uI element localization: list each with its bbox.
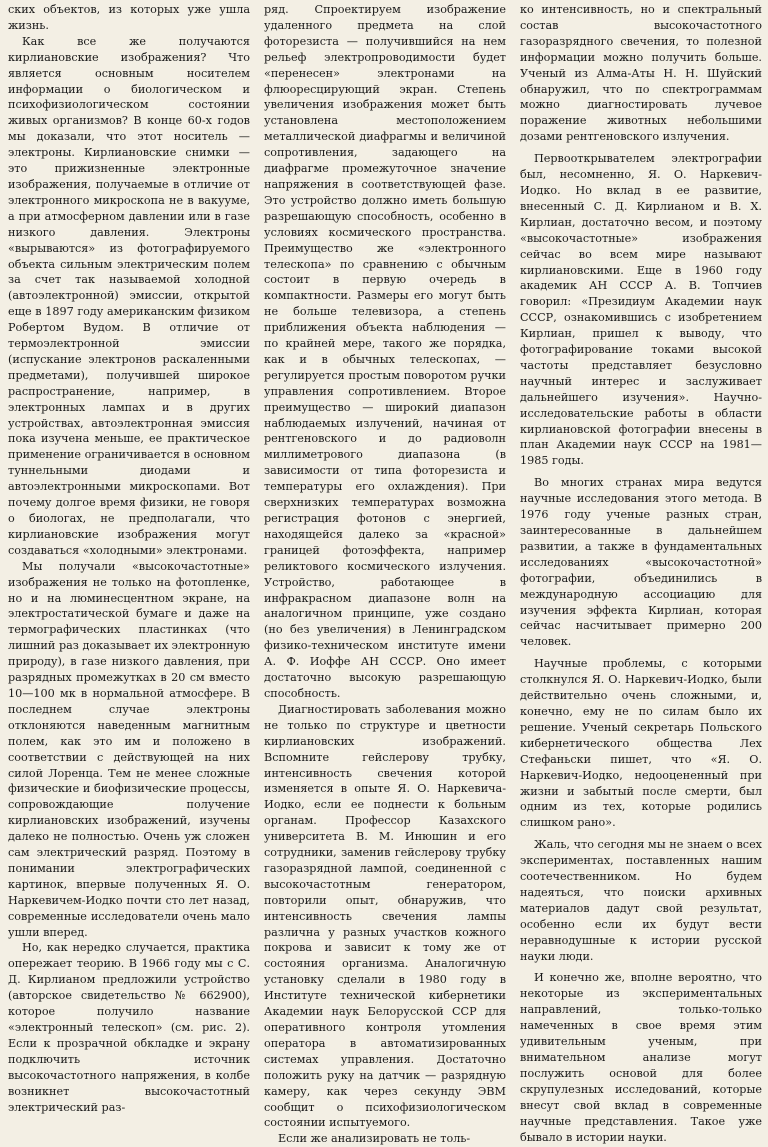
paragraph: Если же анализировать не толь- xyxy=(278,1132,471,1146)
paragraph: И конечно же, вполне вероятно, что некоторые из экспериментальных направлений, только-только намеченных в свое время этим удивительным ученым, при внимательном анализе могут послужить основой для более скрупулезных исследований, которые внесут свой вклад в современные научные представления. Такое уже бывало в истории науки. xyxy=(520,971,762,1144)
paragraph: Научные проблемы, с которыми столкнулся Я. О. Наркевич-Иодко, были действительно очень сложными, и, конечно, ему не по силам было их решение. Ученый секретарь Польского кибернетического общества Лех Стефаньски пишет, что «Я. О. Наркевич-Иодко, недооцененный при жизни и забытый после смерти, был одним из тех, которые родились слишком рано». xyxy=(520,657,762,830)
paragraph: Мы получали «высокочастотные» изображения не только на фотопленке, но и на люминесцентном экране, на электростатической бумаге и даже на термографических пластинках (что лишний раз доказывает их электронную природу), в газе низкого давления, при разрядных промежутках в 20 см вместо 10—100 мк в нормальной атмосфере. В последнем случае электроны отклоняются наведенным магнитным полем, как это им и положено в соответствии с действующей на них силой Лоренца. Тем не менее сложные физические и биофизические процессы, сопровождающие получение кирлиановских изображений, изучены далеко не полностью. Очень уж сложен сам электрический разряд. Поэтому в понимании электрографических картинок, впервые полученных Я. О. Наркевичем-Иодко почти сто лет назад, современные исследователи очень мало ушли вперед. xyxy=(8,559,250,939)
paragraph: Жаль, что сегодня мы не знаем о всех экспериментах, поставленных нашим соотечественником. Но будем надеяться, что поиски архивных материалов дадут свой результат, особенно если их будут вести неравнодушные к истории русской науки люди. xyxy=(520,838,762,963)
text-column-3 xyxy=(520,2,762,1144)
text-column-1 xyxy=(8,2,250,1114)
paragraph: Первооткрывателем электрографии был, несомненно, Я. О. Наркевич-Иодко. Но вклад в ее развитие, внесенный С. Д. Кирлианом и В. Х. Кирлиан, достаточно весом, и поэтому «высокочастотные» изображения сейчас во всем мире называют кирлиановскими. Еще в 1960 году академик АН СССР А. В. Топчиев говорил: «Президиум Академии наук СССР, ознакомившись с изобретением Кирлиан, пришел к выводу, что фотографирование токами высокой частоты представляет безусловно научный интерес и заслуживает дальнейшего изучения». Научно-исследовательские работы в области кирлиановской фотографии внесены в план Академии наук СССР на 1981—1985 годы. xyxy=(520,152,762,468)
paragraph: Как все же получаются кирлиановские изображения? Что является основным носителем информации о биологическом и психофизиологическом состоянии живых организмов? В конце 60-х годов мы доказали, что этот носитель — электроны. Кирлиановские снимки — это прижизненные электронные изображения, получаемые в отличие от электронного микроскопа не в вакууме, а при атмосферном давлении или в газе низкого давления. Электроны «вырываются» из фотографируемого объекта сильным электрическим полем за счет так называемой холодной (автоэлектронной) эмиссии, открытой еще в 1897 году американским физиком Робертом Вудом. В отличие от термоэлектронной эмиссии (испускание электронов раскаленными предметами), получившей широкое распространение, например, в электронных лампах и в других устройствах, автоэлектронная эмиссия пока изучена меньше, ее практическое применение ограничивается в основном туннельными диодами и автоэлектронными микроскопами. Вот почему долгое время физики, не говоря о биологах, не предполагали, что кирлиановские изображения могут создаваться «холодными» электронами. xyxy=(8,34,250,557)
text-column-2 xyxy=(264,2,506,1146)
paragraph: ских объектов, из которых уже ушла жизнь. xyxy=(8,3,250,32)
paragraph: Диагностировать заболевания можно не только по структуре и цветности кирлиановских изображений. Вспомните гейслерову трубку, интенсивность свечения которой изменяется в опыте Я. О. Наркевича-Иодко, если ее поднести к больным органам. Профессор Казахского университета В. М. Инюшин и его сотрудники, заменив гейслерову трубку газоразрядной лампой, соединенной с высокочастотным генератором, повторили опыт, обнаружив, что интенсивность свечения лампы различна у разных участков кожного покрова и зависит к тому же от состояния организма. Аналогичную установку сделали в 1980 году в Институте технической кибернетики Академии наук Белорусской ССР для оперативного контроля утомления оператора в автоматизированных системах управления. Достаточно положить руку на датчик — разрядную камеру, как через секунду ЭВМ сообщит о психофизиологическом состоянии испытуемого. xyxy=(264,702,506,1130)
paragraph: Но, как нередко случается, практика опережает теорию. В 1966 году мы с С. Д. Кирлианом предложили устройство (авторское свидетельство № 662900), которое получило название «электронный телескоп» (см. рис. 2). Если к прозрачной обкладке и экрану подключить источник высокочастотного напряжения, в колбе возникнет высокочастотный электрический раз- xyxy=(8,941,250,1114)
paragraph: ко интенсивность, но и спектральный состав высокочастотного газоразрядного свечения, то полезной информации можно получить больше. Ученый из Алма-Аты Н. Н. Шуйский обнаружил, что по спектрограммам можно диагностировать лучевое поражение животных небольшими дозами рентгеновского излучения. xyxy=(520,3,762,144)
paragraph: ряд. Спроектируем изображение удаленного предмета на слой фоторезиста — получившийся на нем рельеф электропроводимости будет «перенесен» электронами на флюоресцирующий экран. Степень увеличения изображения может быть установлена местоположением металлической диафрагмы и величиной сопротивления, задающего на диафрагме промежуточное значение напряжения в соответствующей фазе. Это устройство должно иметь большую разрешающую способность, особенно в условиях космического пространства. Преимущество же «электронного телескопа» по сравнению с обычным состоит в первую очередь в компактности. Размеры его могут быть не больше телевизора, а степень приближения объекта наблюдения — по крайней мере, такого же порядка, как и в обычных телескопах, — регулируется простым поворотом ручки управления сопротивлением. Второе преимущество — широкий диапазон наблюдаемых излучений, начиная от рентгеновского и до радиоволн миллиметрового диапазона (в зависимости от типа фоторезиста и температуры его охлаждения). При сверхнизких температурах возможна регистрация фотонов с энергией, находящейся далеко за «красной» границей фотоэффекта, например реликтового космического излучения. Устройство, работающее в инфракрасном диапазоне волн на аналогичном принципе, уже создано (но без увеличения) в Ленинградском физико-техническом институте имени А. Ф. Иоффе АН СССР. Оно имеет достаточно высокую разрешающую способность. xyxy=(264,3,506,700)
paragraph: Во многих странах мира ведутся научные исследования этого метода. В 1976 году ученые разных стран, заинтересованные в дальнейшем развитии, а также в фундаментальных исследованиях «высокочастотной» фотографии, объединились в международную ассоциацию для изучения эффекта Кирлиан, которая сейчас насчитывает примерно 200 человек. xyxy=(520,476,762,649)
